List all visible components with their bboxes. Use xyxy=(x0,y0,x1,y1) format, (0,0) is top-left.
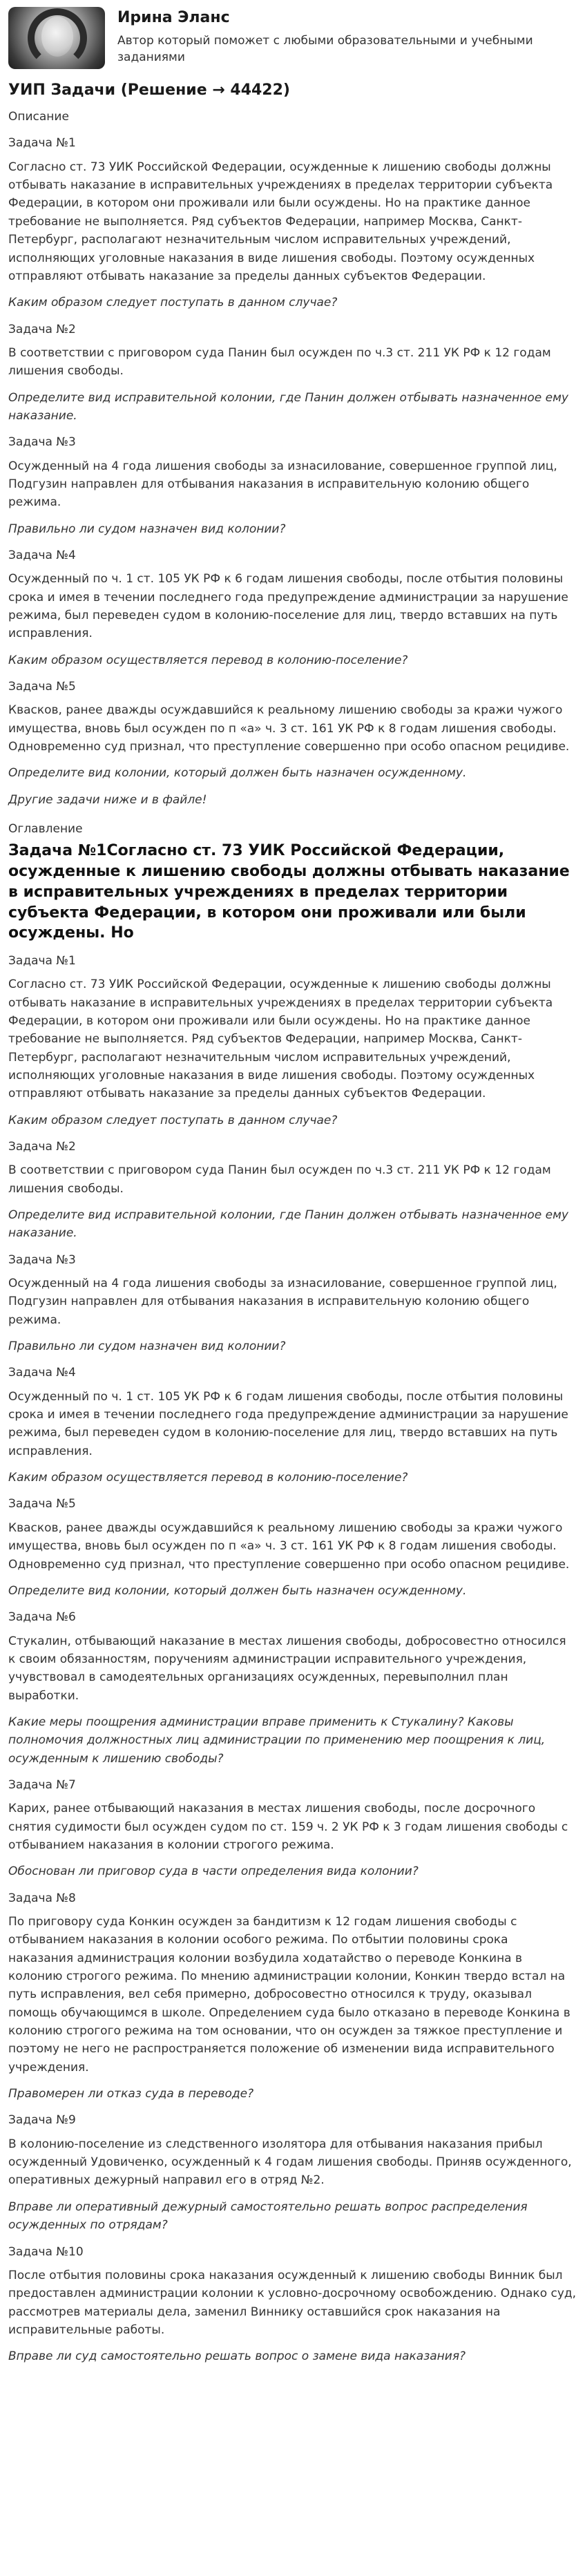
task-text: Согласно ст. 73 УИК Российской Федерации, осужденные к лишению свободы должны отбывать наказание в исправительных учреждениях в пределах территории субъекта Федерации, в котором они проживали или были осуждены. Но на практике данное требование не выполняется. Ряд субъектов Федерации, например Москва, Санкт-Петербург, располагают незначительным числом исправительных учреждений, исполняющих уголовные наказания в виде лишения свободы. Поэтому осужденных отправляют отбывать наказание за пределы данных субъектов Федерации. xyxy=(8,160,553,283)
task-question: Обоснован ли приговор суда в части определения вида колонии? xyxy=(8,1864,419,1879)
task-heading: Задача №3 xyxy=(8,435,76,450)
task-question: Определите вид колонии, который должен быть назначен осужденному. xyxy=(8,1583,467,1598)
task-heading: Задача №4 xyxy=(8,548,76,562)
task-heading: Задача №2 xyxy=(8,322,76,336)
task-question: Каким образом следует поступать в данном случае? xyxy=(8,1113,338,1127)
task-question: Вправе ли суд самостоятельно решать вопрос о замене вида наказания? xyxy=(8,2349,466,2364)
task-heading: Задача №3 xyxy=(8,1252,76,1267)
author-name[interactable]: Ирина Эланс xyxy=(117,9,230,26)
task-question: Определите вид исправительной колонии, где Панин должен отбывать назначенное ему наказание. xyxy=(8,390,568,423)
task-text: Осужденный на 4 года лишения свободы за изнасилование, совершенное группой лиц, Подгузин направлен для отбывания наказания в исправительную колонию общего режима. xyxy=(8,459,557,510)
author-card xyxy=(8,7,577,69)
task-heading: Задача №1 xyxy=(8,136,76,151)
content-main-heading: Задача №1Согласно ст. 73 УИК Российской Федерации, осужденные к лишению свободы должны отбывать наказание в исправительных учреждениях в пределах территории субъекта Федерации, в котором они проживали или были осуждены. Но xyxy=(8,842,570,942)
task-text: После отбытия половины срока наказания осужденный к лишению свободы Винник был предоставлен администрации колонии к условно-досрочному освобождению. Однако суд, рассмотрев материалы дела, заменил Виннику оставшийся срок наказания на исправительные работы. xyxy=(8,2268,577,2337)
task-question: Каким образом следует поступать в данном случае? xyxy=(8,296,338,310)
task-question: Определите вид колонии, который должен быть назначен осужденному. xyxy=(8,766,467,781)
task-text: По приговору суда Конкин осужден за бандитизм к 12 годам лишения свободы с отбыванием наказания в колонии особого режима. По отбытии половины срока наказания администрация колонии возбудила ходатайство о переводе Конкина в колонию строгого режима. По мнению администрации колонии, Конкин твердо встал на путь исправления, вел себя примерно, добросовестно относился к труду, оказывал помощь обучающимся в школе. Определением суда было отказано в переводе Конкина в колонию строгого режима на том основании, что он осужден за тяжкое преступление и поэтому не него не распространяется положение об изменении вида исправительного учреждения. xyxy=(8,1915,570,2074)
task-text: Осужденный на 4 года лишения свободы за изнасилование, совершенное группой лиц, Подгузин направлен для отбывания наказания в исправительную колонию общего режима. xyxy=(8,1277,557,1327)
task-question: Определите вид исправительной колонии, где Панин должен отбывать назначенное ему наказание. xyxy=(8,1208,568,1241)
task-heading: Задача №5 xyxy=(8,680,76,694)
task-text: В соответствии с приговором суда Панин был осужден по ч.3 ст. 211 УК РФ к 12 годам лишения свободы. xyxy=(8,1163,551,1196)
author-info xyxy=(117,7,559,66)
task-heading: Задача №9 xyxy=(8,2113,76,2128)
task-text: Стукалин, отбывающий наказание в местах лишения свободы, добросовестно относился к своим обязанностям, поручениям администрации исправительного учреждения, учувствовал в самодеятельных организациях осужденных, перевыполнил план выработки. xyxy=(8,1634,566,1703)
task-question: Правомерен ли отказ суда в переводе? xyxy=(8,2087,254,2101)
task-question: Правильно ли судом назначен вид колонии? xyxy=(8,522,286,536)
content-task-list xyxy=(8,952,577,2366)
task-question: Каким образом осуществляется перевод в колонию-поселение? xyxy=(8,1471,408,1485)
task-text: Осужденный по ч. 1 ст. 105 УК РФ к 6 годам лишения свободы, после отбытия половины срока и имея в течении последнего года предупреждение администрации за нарушение режима, был переведен судом в колонию-поселение для лиц, твердо вставших на путь исправления. xyxy=(8,572,568,641)
task-heading: Задача №7 xyxy=(8,1777,76,1792)
avatar-face-shape xyxy=(41,17,73,57)
task-text: В колонию-поселение из следственного изолятора для отбывания наказания прибыл осужденный Удовиченко, осужденный к 4 годам лишения свободы. Приняв осужденного, оперативных дежурный направил его в отряд №2. xyxy=(8,2137,572,2188)
task-question: Правильно ли судом назначен вид колонии? xyxy=(8,1339,286,1354)
task-text: Согласно ст. 73 УИК Российской Федерации, осужденные к лишению свободы должны отбывать наказание в исправительных учреждениях в пределах территории субъекта Федерации, в котором они проживали или были осуждены. Но на практике данное требование не выполняется. Ряд субъектов Федерации, например Москва, Санкт-Петербург, располагают незначительным числом исправительных учреждений, исполняющих уголовные наказания в виде лишения свободы. Поэтому осужденных отправляют отбывать наказание за пределы данных субъектов Федерации. xyxy=(8,977,553,1101)
task-heading: Задача №1 xyxy=(8,953,76,968)
task-text: Квасков, ранее дважды осуждавшийся к реальному лишению свободы за кражи чужого имущества, вновь был осужден по п «а» ч. 3 ст. 161 УК РФ к 8 годам лишения свободы. Одновременно суд признал, что преступление совершенно при особо опасном рецидиве. xyxy=(8,1520,570,1572)
document-title: УИП Задачи (Решение → 44422) xyxy=(8,82,290,99)
author-avatar[interactable] xyxy=(8,7,105,69)
description-label: Описание xyxy=(8,110,69,124)
task-heading: Задача №4 xyxy=(8,1366,76,1380)
more-tasks-note: Другие задачи ниже и в файле! xyxy=(8,792,207,807)
task-question: Каким образом осуществляется перевод в колонию-поселение? xyxy=(8,653,408,667)
task-heading: Задача №10 xyxy=(8,2244,84,2259)
description-task-list xyxy=(8,134,577,809)
task-heading: Задача №8 xyxy=(8,1891,76,1905)
author-description: Автор который поможет с любыми образовательными и учебными заданиями xyxy=(117,33,533,65)
task-text: Квасков, ранее дважды осуждавшийся к реальному лишению свободы за кражи чужого имущества, вновь был осужден по п «а» ч. 3 ст. 161 УК РФ к 8 годам лишения свободы. Одновременно суд признал, что преступление совершенно при особо опасном рецидиве. xyxy=(8,703,570,754)
task-heading: Задача №2 xyxy=(8,1139,76,1154)
task-text: В соответствии с приговором суда Панин был осужден по ч.3 ст. 211 УК РФ к 12 годам лишения свободы. xyxy=(8,345,551,379)
task-heading: Задача №6 xyxy=(8,1610,76,1625)
task-text: Осужденный по ч. 1 ст. 105 УК РФ к 6 годам лишения свободы, после отбытия половины срока и имея в течении последнего года предупреждение администрации за нарушение режима, был переведен судом в колонию-поселение для лиц, твердо вставших на путь исправления. xyxy=(8,1389,568,1458)
toc-label: Оглавление xyxy=(8,822,83,837)
task-heading: Задача №5 xyxy=(8,1497,76,1511)
task-question: Какие меры поощрения администрации вправе применить к Стукалину? Каковы полномочия должностных лиц администрации по применению мер поощрения к лиц, осужденным к лишению свободы? xyxy=(8,1715,546,1766)
task-text: Карих, ранее отбывающий наказания в местах лишения свободы, после досрочного снятия судимости был осужден судом по ст. 159 ч. 2 УК РФ к 3 годам лишения свободы с отбыванием наказания в колонии строгого режима. xyxy=(8,1802,568,1852)
task-question: Вправе ли оперативный дежурный самостоятельно решать вопрос распределения осужденных по отрядам? xyxy=(8,2200,528,2233)
